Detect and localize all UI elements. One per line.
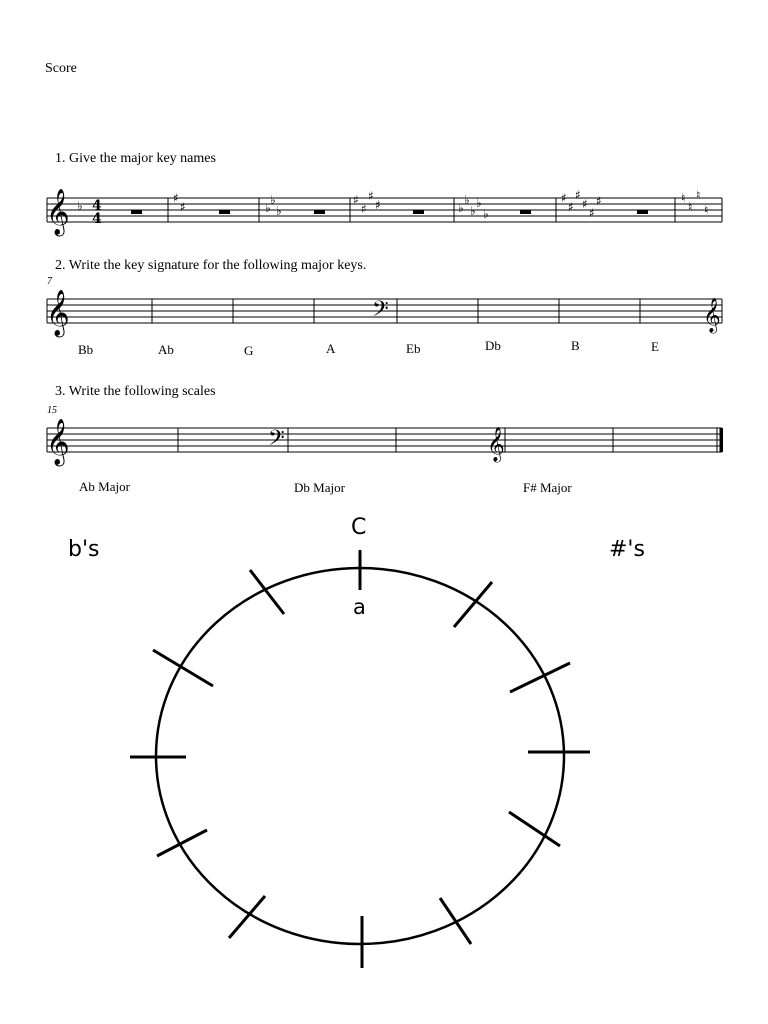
flat-icon: ♭: [276, 204, 282, 218]
time-signature-top: 4: [92, 198, 102, 214]
flat-icon: ♭: [270, 193, 276, 207]
key-label-a: A: [326, 341, 336, 356]
natural-icon: ♮: [688, 200, 693, 214]
final-barline-thick: [720, 428, 724, 452]
staff-question-3: [0, 411, 768, 471]
key-label-bb: Bb: [78, 342, 94, 357]
flats-label: b's: [68, 537, 100, 562]
tick-mark: [157, 830, 207, 856]
question-2-instruction: 2. Write the key signature for the following major keys.: [55, 258, 367, 273]
page-title: Score: [45, 61, 77, 76]
natural-icon: ♮: [681, 191, 686, 205]
sharp-icon: ♯: [596, 194, 602, 208]
flat-icon: ♭: [483, 207, 489, 221]
tick-mark: [229, 896, 265, 938]
whole-rest-icon: [131, 210, 142, 214]
whole-rest-icon: [637, 210, 648, 214]
bass-clef-icon: 𝄢: [372, 297, 389, 327]
tick-mark: [250, 570, 284, 614]
key-label-db: Db: [485, 338, 501, 353]
treble-clef-icon: 𝄞: [46, 419, 70, 465]
staff-lines: [47, 428, 722, 452]
sharp-icon: ♯: [575, 188, 581, 202]
sharp-icon: ♯: [180, 200, 186, 214]
sharp-icon: ♯: [375, 198, 381, 212]
staff-lines: [47, 198, 722, 222]
flat-icon: ♭: [476, 196, 482, 210]
circle-of-fifths-diagram: [0, 550, 768, 1000]
sharp-icon: ♯: [568, 200, 574, 214]
whole-rest-icon: [314, 210, 325, 214]
scale-label-ab-major: Ab Major: [79, 479, 130, 494]
circle-outline: [156, 568, 564, 944]
tick-mark: [153, 650, 213, 686]
flat-icon: ♭: [470, 204, 476, 218]
circle-inner-label: a: [353, 595, 366, 619]
key-label-g: G: [244, 343, 254, 358]
circle-tick-marks: [130, 550, 590, 968]
scale-label-fsharp-major: F# Major: [523, 480, 572, 495]
sharp-icon: ♯: [173, 191, 179, 205]
question-3-instruction: 3. Write the following scales: [55, 384, 216, 399]
sharp-icon: ♯: [353, 193, 359, 207]
whole-rest-icon: [219, 210, 230, 214]
bass-clef-icon: 𝄢: [268, 426, 285, 456]
staff-question-2: [0, 282, 768, 342]
measure-number: 7: [47, 276, 52, 287]
treble-clef-icon: 𝄞: [703, 298, 721, 333]
scale-label-db-major: Db Major: [294, 480, 345, 495]
sharp-icon: ♯: [368, 189, 374, 203]
flat-icon: ♭: [77, 199, 83, 213]
treble-clef-icon: 𝄞: [487, 427, 505, 462]
key-label-b: B: [571, 338, 580, 353]
key-label-e: E: [651, 339, 659, 354]
flat-icon: ♭: [265, 201, 271, 215]
time-signature: [92, 198, 102, 227]
whole-rest-icon: [520, 210, 531, 214]
time-signature-bottom: 4: [92, 211, 102, 227]
sharp-icon: ♯: [589, 206, 595, 220]
measure-number: 15: [47, 405, 57, 416]
flat-icon: ♭: [464, 193, 470, 207]
treble-clef-icon: 𝄞: [46, 189, 70, 235]
sharp-icon: ♯: [361, 202, 367, 216]
question-1-instruction: 1. Give the major key names: [55, 151, 216, 166]
natural-icon: ♮: [696, 188, 701, 202]
whole-rest-icon: [413, 210, 424, 214]
sharp-icon: ♯: [561, 191, 567, 205]
natural-icon: ♮: [704, 203, 709, 217]
sharps-label: #'s: [609, 537, 645, 562]
tick-mark: [440, 898, 471, 944]
sharp-icon: ♯: [582, 197, 588, 211]
tick-mark: [454, 582, 492, 627]
key-label-ab: Ab: [158, 342, 174, 357]
circle-top-label: C: [351, 515, 367, 540]
treble-clef-icon: 𝄞: [46, 290, 70, 336]
key-label-eb: Eb: [406, 341, 421, 356]
flat-icon: ♭: [458, 201, 464, 215]
staff-question-1: [0, 180, 768, 240]
